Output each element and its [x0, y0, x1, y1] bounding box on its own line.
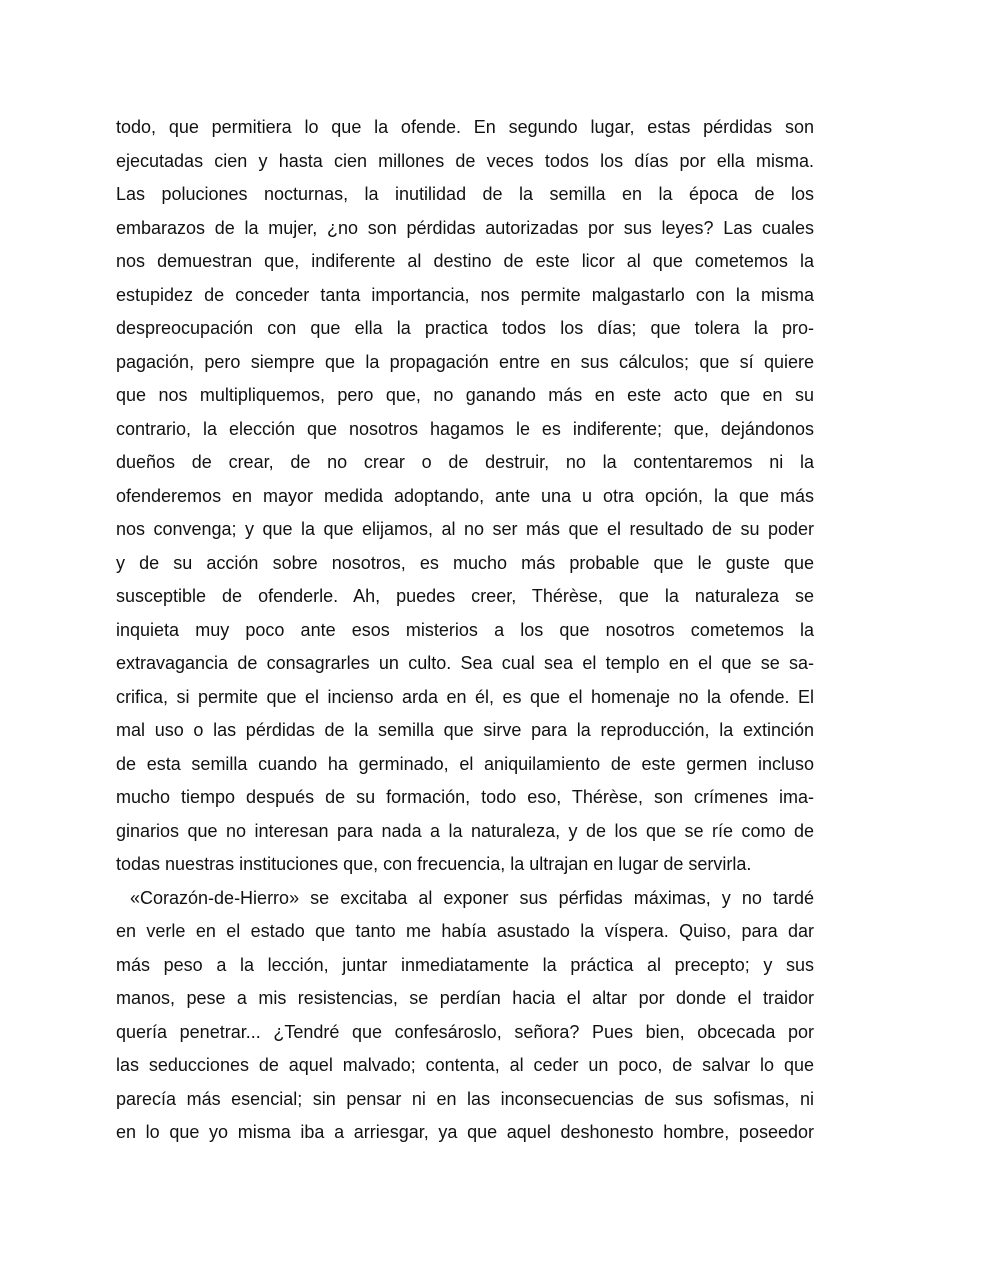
text-line: Las poluciones nocturnas, la inutilidad de la semilla en la época de los — [116, 184, 814, 204]
text-line: en verle en el estado que tanto me había asustado la víspera. Quiso, para dar — [116, 921, 814, 941]
text-line: de esta semilla cuando ha germinado, el aniquilamiento de este germen incluso — [116, 753, 814, 774]
text-line: parecía más esencial; sin pensar ni en las inconsecuencias de sus sofismas, ni — [116, 1088, 814, 1109]
text-line: nos convenga; y que la que elijamos, al no ser más que el resultado de su poder — [116, 519, 814, 539]
body-text — [116, 111, 814, 1150]
text-line: ginarios que no interesan para nada a la naturaleza, y de los que se ríe como de — [116, 820, 814, 841]
text-line: todo, que permitiera lo que la ofende. En segundo lugar, estas pérdidas son — [116, 117, 814, 137]
text-line: en lo que yo misma iba a arriesgar, ya que aquel deshonesto hombre, poseedor — [116, 1122, 814, 1142]
text-line: despreocupación con que ella la practica todos los días; que tolera la pro- — [116, 318, 814, 338]
text-line: que nos multipliquemos, pero que, no ganando más en este acto que en su — [116, 385, 814, 405]
text-line: mal uso o las pérdidas de la semilla que sirve para la reproducción, la extinción — [116, 720, 814, 740]
text-line: ejecutadas cien y hasta cien millones de veces todos los días por ella misma. — [116, 150, 814, 171]
text-line: estupidez de conceder tanta importancia, nos permite malgastarlo con la misma — [116, 284, 814, 305]
text-line: manos, pese a mis resistencias, se perdían hacia el altar por donde el traidor — [116, 988, 814, 1008]
text-line: «Corazón-de-Hierro» se excitaba al exponer sus pérfidas máximas, y no tardé — [130, 887, 814, 908]
text-line: susceptible de ofenderle. Ah, puedes creer, Thérèse, que la naturaleza se — [116, 586, 814, 606]
text-line: inquieta muy poco ante esos misterios a los que nosotros cometemos la — [116, 619, 814, 640]
text-line: crifica, si permite que el incienso arda en él, es que el homenaje no la ofende. El — [116, 686, 814, 707]
text-line: quería penetrar... ¿Tendré que confesároslo, señora? Pues bien, obcecada por — [116, 1021, 814, 1042]
text-line: nos demuestran que, indiferente al destino de este licor al que cometemos la — [116, 251, 814, 271]
text-line: y de su acción sobre nosotros, es mucho más probable que le guste que — [116, 552, 814, 573]
text-line: mucho tiempo después de su formación, todo eso, Thérèse, son crímenes ima- — [116, 787, 814, 807]
text-line: ofenderemos en mayor medida adoptando, ante una u otra opción, la que más — [116, 485, 814, 506]
text-line: las seducciones de aquel malvado; contenta, al ceder un poco, de salvar lo que — [116, 1055, 814, 1075]
text-line: embarazos de la mujer, ¿no son pérdidas autorizadas por sus leyes? Las cuales — [116, 217, 814, 238]
text-line: más peso a la lección, juntar inmediatamente la práctica al precepto; y sus — [116, 954, 814, 975]
text-line: todas nuestras instituciones que, con frecuencia, la ultrajan en lugar de servirla. — [116, 854, 752, 874]
text-line: contrario, la elección que nosotros hagamos le es indiferente; que, dejándonos — [116, 418, 814, 439]
text-line: extravagancia de consagrarles un culto. Sea cual sea el templo en el que se sa- — [116, 653, 814, 673]
text-line: dueños de crear, de no crear o de destruir, no la contentaremos ni la — [116, 452, 814, 472]
text-line: pagación, pero siempre que la propagación entre en sus cálculos; que sí quiere — [116, 351, 814, 372]
